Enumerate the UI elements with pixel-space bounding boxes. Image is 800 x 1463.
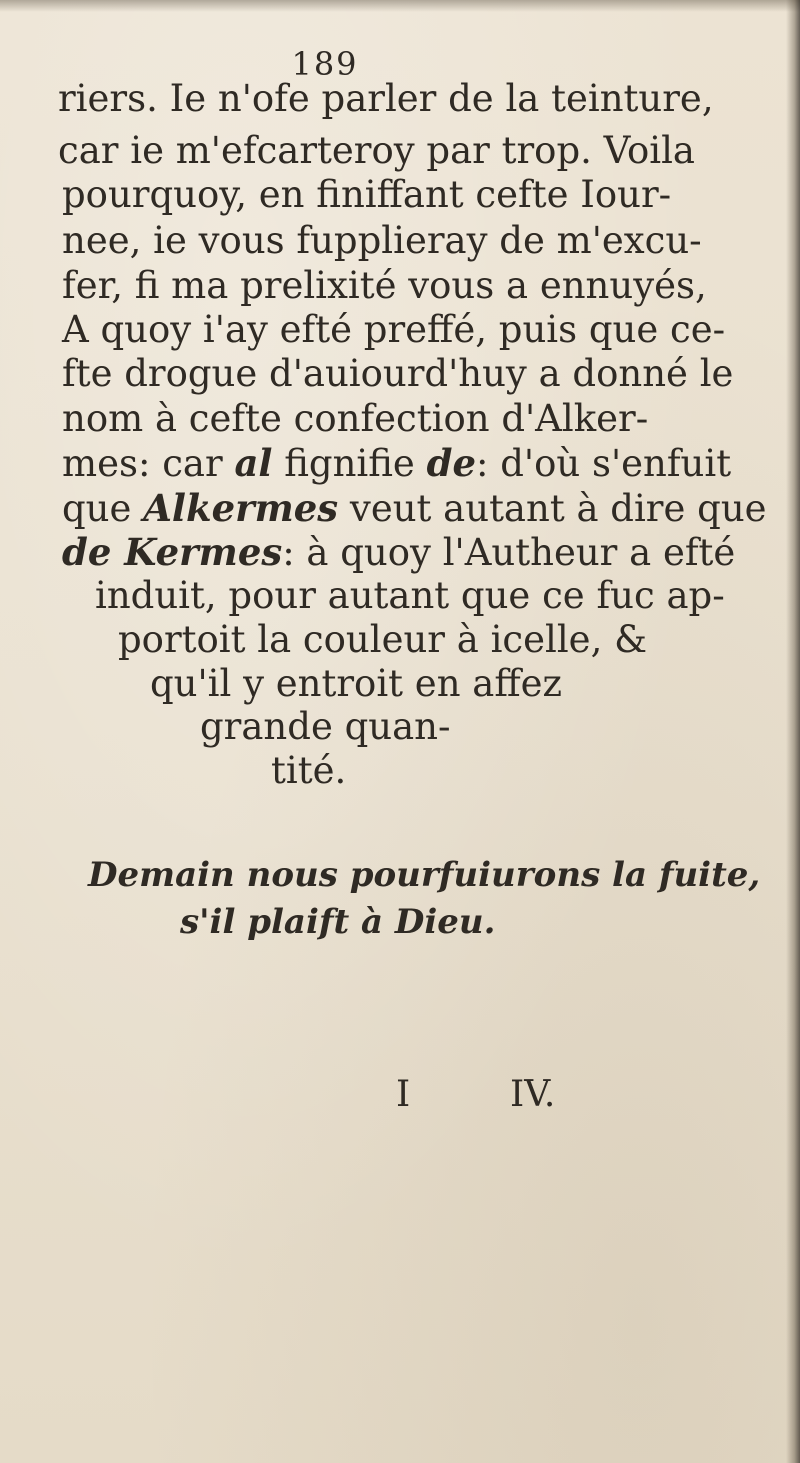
line-text: que [62,487,144,530]
body-line: nom à cefte confection d'Alker- [62,397,649,440]
body-line: riers. Ie n'ofe parler de la teinture, [58,77,714,120]
body-line: A quoy i'ay efté preffé, puis que ce- [62,308,726,351]
body-line: fer, fi ma prelixité vous a ennuyés, [62,264,707,307]
italic-term: de [426,441,477,485]
italic-term: de Kermes [62,530,283,574]
body-line: car ie m'efcarteroy par trop. Voila [58,129,695,172]
page-right-edge [786,0,800,1463]
body-line: qu'il y entroit en affez [150,662,563,705]
closing-line: Demain nous pourfuiurons la fuite, [88,855,761,895]
line-text: fignifie [272,442,427,485]
page-number: 189 [291,45,359,83]
line-text: : d'où s'enfuit [476,442,732,485]
sheet-signature: IV. [510,1074,556,1115]
page-top-edge [0,0,800,12]
closing-line: s'il plaift à Dieu. [180,902,496,942]
body-line: fte drogue d'auiourd'huy a donné le [62,352,734,395]
line-text: veut autant à dire que [338,487,767,530]
body-line: induit, pour autant que ce fuc ap- [95,574,725,617]
body-line: pourquoy, en finiffant cefte Iour- [62,173,672,216]
italic-term: al [234,441,273,485]
line-text: : à quoy l'Autheur a efté [282,531,736,574]
body-line: portoit la couleur à icelle, & [118,618,648,661]
signature-mark: I [396,1074,411,1115]
body-line: nee, ie vous fupplieray de m'excu- [62,219,702,262]
italic-term: Alkermes [143,486,339,530]
body-line: tité. [271,749,347,792]
body-line: grande quan- [200,705,451,748]
body-line [62,530,736,574]
body-line [62,486,767,530]
line-text: mes: car [62,442,235,485]
body-line [62,441,732,485]
